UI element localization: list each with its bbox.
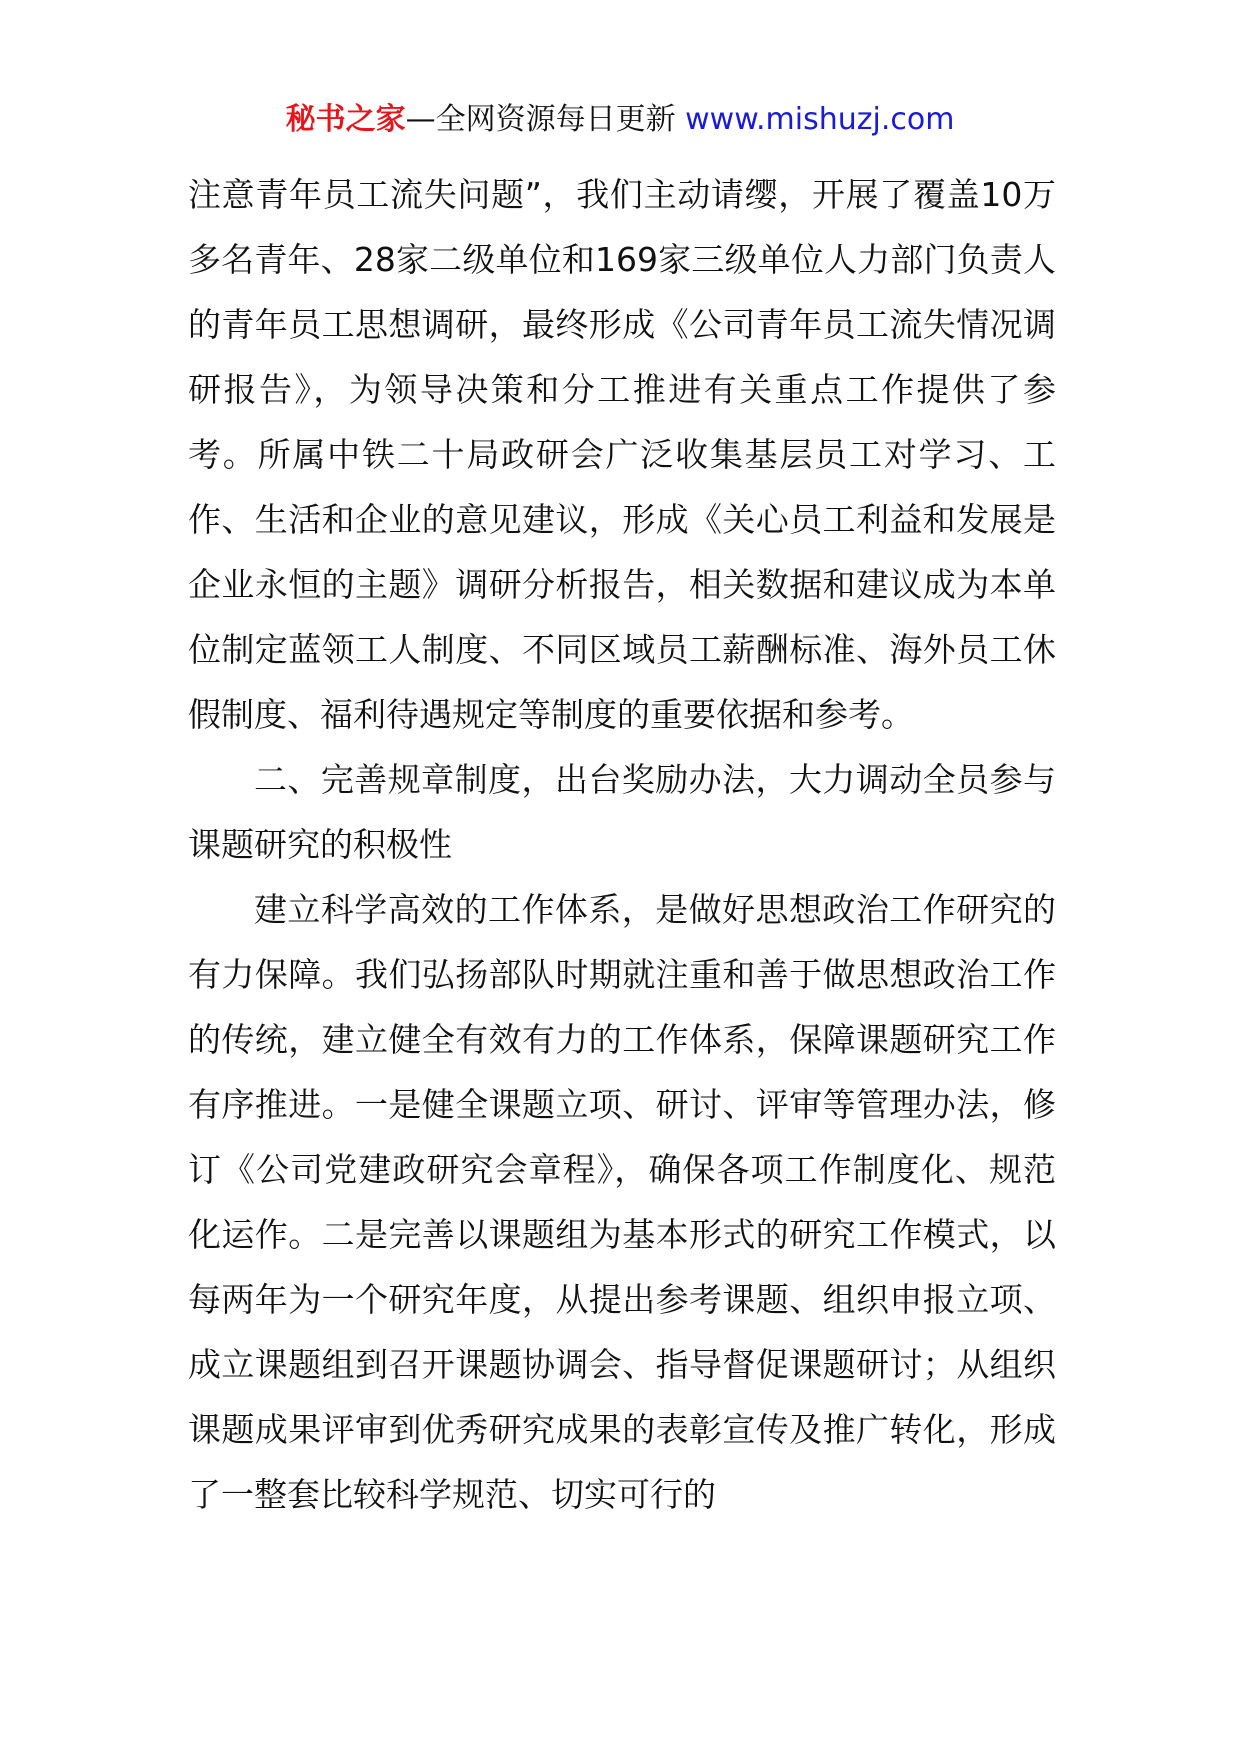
body-paragraph-1: 注意青年员工流失问题”，我们主动请缨，开展了覆盖10万多名青年、28家二级单位和169家三级单位人力部门负责人的青年员工思想调研，最终形成《公司青年员工流失情况调研报告》，为领导决策和分工推进有关重点工作提供了参考。所属中铁二十局政研会广泛收集基层员工对学习、工作、生活和企业的意见建议，形成《关心员工利益和发展是企业永恒的主题》调研分析报告，相关数据和建议成为本单位制定蓝领工人制度、不同区域员工薪酬标准、海外员工休假制度、福利待遇规定等制度的重要依据和参考。 <box>188 175 1056 734</box>
page-header <box>0 100 1240 140</box>
header-url-link[interactable]: www.mishuzj.com <box>685 102 955 137</box>
brand-name: 秘书之家 <box>285 102 406 137</box>
section-heading-2: 二、完善规章制度，出台奖励办法，大力调动全员参与课题研究的积极性 <box>188 760 1056 864</box>
body-paragraph-2: 建立科学高效的工作体系，是做好思想政治工作研究的有力保障。我们弘扬部队时期就注重和善于做思想政治工作的传统，建立健全有效有力的工作体系，保障课题研究工作有序推进。一是健全课题立项、研讨、评审等管理办法，修订《公司党建政研究会章程》，确保各项工作制度化、规范化运作。二是完善以课题组为基本形式的研究工作模式，以每两年为一个研究年度，从提出参考课题、组织申报立项、成立课题组到召开课题协调会、指导督促课题研讨；从组织课题成果评审到优秀研究成果的表彰宣传及推广转化，形成了一整套比较科学规范、切实可行的 <box>188 890 1056 1514</box>
document-body <box>188 162 1056 1527</box>
header-slogan: —全网资源每日更新 <box>405 102 676 137</box>
